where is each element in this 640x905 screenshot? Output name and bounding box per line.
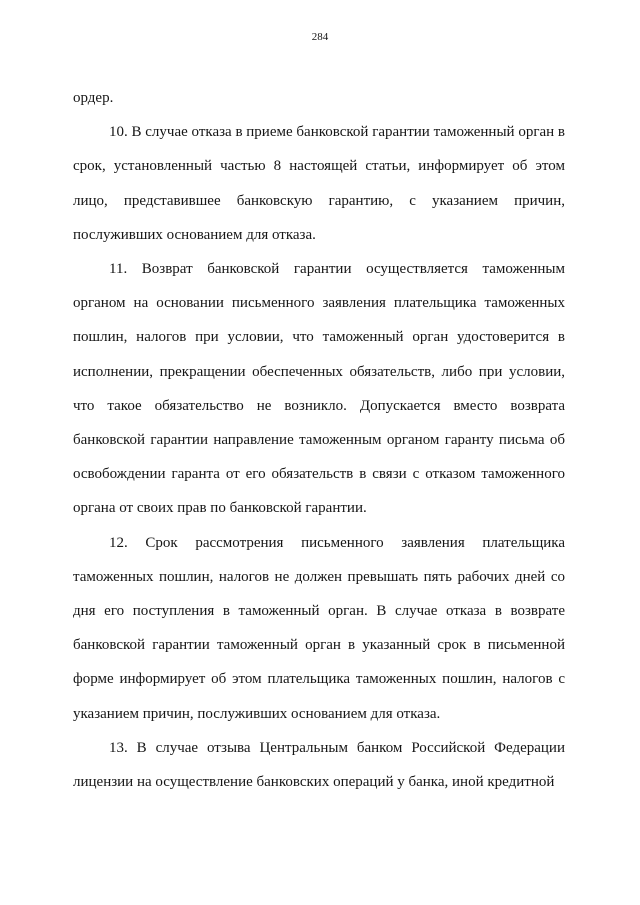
page-number: 284	[311, 31, 329, 43]
paragraph-11: 11. Возврат банковской гарантии осуществляется таможенным органом на основании письменного заявления плательщика таможенных пошлин, налогов при условии, что таможенный орган удостоверится в исполнении, прекращении обеспеченных обязательств, либо при условии, что такое обязательство не возникло. Допускается вместо возврата банковской гарантии направление таможенным органом гаранту письма об освобождении гаранта от его обязательств в связи с отказом таможенного органа от своих прав по банковской гарантии.	[73, 261, 565, 517]
paragraph-continuation: ордер.	[73, 90, 114, 106]
paragraph-13: 13. В случае отзыва Центральным банком Российской Федерации лицензии на осуществление банковских операций у банка, иной кредитной	[73, 739, 565, 791]
paragraph-12: 12. Срок рассмотрения письменного заявления плательщика таможенных пошлин, налогов не должен превышать пять рабочих дней со дня его поступления в таможенный орган. В случае отказа в возврате банковской гарантии таможенный орган в указанный срок в письменной форме информирует об этом плательщика таможенных пошлин, налогов с указанием причин, послуживших основанием для отказа.	[73, 534, 565, 722]
document-body	[73, 81, 565, 799]
paragraph-10: 10. В случае отказа в приеме банковской гарантии таможенный орган в срок, установленный частью 8 настоящей статьи, информирует об этом лицо, представившее банковскую гарантию, с указанием причин, послуживших основанием для отказа.	[73, 124, 565, 243]
